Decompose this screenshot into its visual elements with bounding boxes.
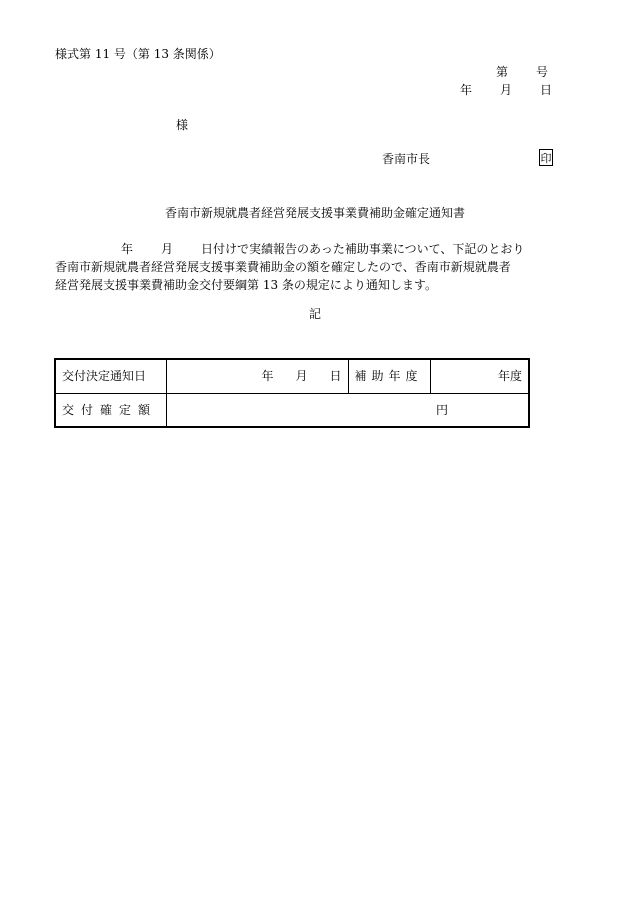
date-year: 年 (460, 83, 473, 97)
table-row (55, 393, 529, 427)
info-table (54, 358, 530, 428)
decision-date-label: 交付決定通知日 (55, 359, 166, 393)
table-row (55, 359, 529, 393)
body-line-1-rest: 日付けで実績報告のあった補助事業について、下記のとおり (201, 242, 525, 256)
body-line-3: 経営発展支援事業費補助金交付要綱第 13 条の規定により通知します。 (55, 278, 437, 292)
decision-date-month: 月 (295, 369, 308, 384)
subsidy-year-label: 補助年度 (348, 359, 430, 393)
decision-date-field (166, 359, 348, 393)
sender-name: 香南市長 (382, 152, 431, 166)
body-paragraph (55, 240, 575, 294)
seal-mark: 印 (539, 149, 553, 166)
body-month: 月 (161, 242, 174, 256)
document-date (460, 84, 552, 96)
recipient-suffix: 様 (176, 118, 189, 132)
form-number: 様式第 11 号（第 13 条関係） (55, 47, 221, 61)
document-title: 香南市新規就農者経営発展支援事業費補助金確定通知書 (164, 206, 465, 220)
body-line-1 (55, 240, 575, 258)
confirmed-amount-label: 交付確定額 (55, 393, 166, 427)
subsidy-year-field: 年度 (430, 359, 529, 393)
body-line-2: 香南市新規就農者経営発展支援事業費補助金の額を確定したので、香南市新規就農者 (55, 260, 511, 274)
doc-number-suffix: 号 (536, 65, 549, 79)
doc-number-prefix: 第 (496, 65, 509, 79)
document-number (496, 66, 548, 78)
date-day: 日 (540, 83, 553, 97)
ki-heading: 記 (308, 307, 321, 321)
body-year: 年 (121, 242, 134, 256)
decision-date-year: 年 (261, 369, 274, 384)
date-month: 月 (500, 83, 513, 97)
decision-date-day: 日 (329, 369, 342, 384)
confirmed-amount-field: 円 (166, 393, 529, 427)
